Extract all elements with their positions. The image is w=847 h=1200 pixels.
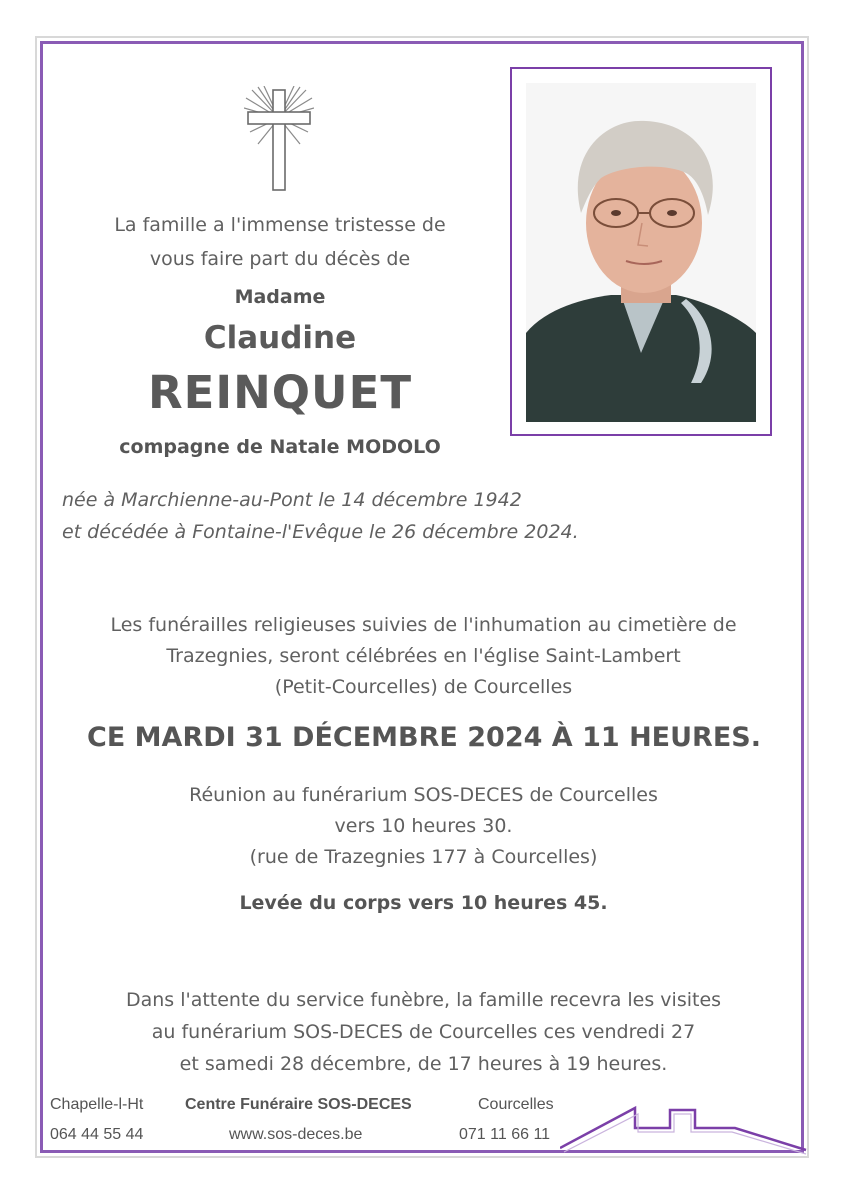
visits-line-3: et samedi 28 décembre, de 17 heures à 19 heures.: [179, 1053, 668, 1075]
cross-icon: [244, 86, 314, 192]
visits-info: [50, 984, 797, 1080]
companion-line: compagne de Natale MODOLO: [119, 436, 441, 458]
funeral-line-1: Les funérailles religieuses suivies de l'inhumation au cimetière de: [110, 614, 737, 636]
intro-line-2: vous faire part du décès de: [149, 248, 411, 270]
footer-right-phone: 071 11 66 11: [459, 1126, 551, 1143]
reunion-line-2: vers 10 heures 30.: [334, 815, 513, 837]
birth-death-info: [62, 484, 579, 548]
intro-text: [60, 208, 500, 276]
portrait-photo: [526, 83, 756, 422]
birth-line: née à Marchienne-au-Pont le 14 décembre 1942: [62, 489, 522, 511]
visits-line-2: au funérarium SOS-DECES de Courcelles ces vendredi 27: [151, 1021, 696, 1043]
ceremony-date: CE MARDI 31 DÉCEMBRE 2024 À 11 HEURES.: [87, 722, 761, 753]
reunion-info: [50, 780, 797, 873]
honorific: Madame: [234, 286, 326, 308]
footer-right-city: Courcelles: [478, 1096, 554, 1113]
reunion-line-1: Réunion au funérarium SOS-DECES de Courcelles: [189, 784, 658, 806]
footer-left-city: Chapelle-l-Ht: [50, 1096, 144, 1113]
funeral-info: [50, 610, 797, 703]
portrait-illustration: [526, 83, 756, 422]
portrait-frame: [510, 67, 772, 436]
footer-center-name: Centre Funéraire SOS-DECES: [185, 1096, 412, 1113]
last-name: REINQUET: [147, 366, 413, 419]
footer-left-phone: 064 44 55 44: [50, 1126, 144, 1143]
funeral-line-2: Trazegnies, seront célébrées en l'église Saint-Lambert: [166, 645, 681, 667]
reunion-line-3: (rue de Trazegnies 177 à Courcelles): [249, 846, 598, 868]
intro-line-1: La famille a l'immense tristesse de: [114, 214, 446, 236]
levee-info: Levée du corps vers 10 heures 45.: [239, 892, 608, 914]
first-name: Claudine: [203, 320, 357, 356]
house-outline-icon: [560, 1100, 810, 1160]
funeral-line-3: (Petit-Courcelles) de Courcelles: [274, 676, 573, 698]
visits-line-1: Dans l'attente du service funèbre, la famille recevra les visites: [125, 989, 722, 1011]
footer-website[interactable]: www.sos-deces.be: [229, 1126, 363, 1143]
death-line: et décédée à Fontaine-l'Evêque le 26 décembre 2024.: [62, 521, 579, 543]
